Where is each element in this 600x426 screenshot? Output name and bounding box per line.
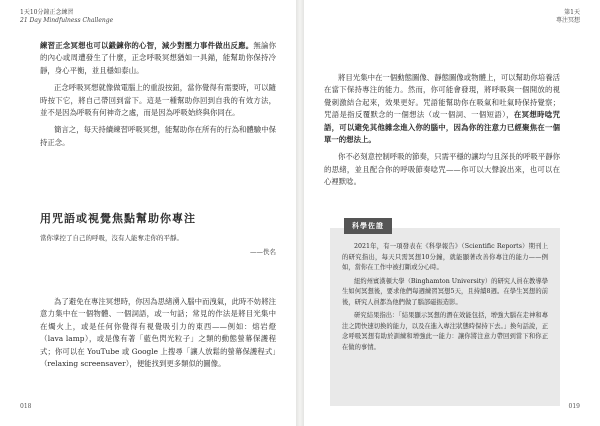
paragraph: 研究結果指出：「結果顯示冥想的潛在效能包括，增強大腦在走神和專注之間快速切換的能力，以及在進入專注狀態時保持下去。」換句話說，正念呼吸冥想有助於訓練和增強此一能力：讓你將注意力帶回到當下和你正在做的事情。 [342,312,548,351]
page-number-right: 019 [568,403,580,410]
paragraph: 2021年，有一項發表在《科學報告》（Scientific Reports）期刊上的研究指出，每天只需冥想10分鐘，就能顯著改善你專注的能力——例如，當你在工作中被打斷或分心時。 [342,243,548,271]
running-header-left [20,9,113,25]
page-number-left: 018 [20,403,32,410]
paragraph [324,72,560,146]
sentence: 將目光集中在一個動態圖像、靜態圖像或物體上，可以幫助你培養活在當下保持專注的能力。然而，你可能會發現，將呼吸與一個開放的視覺刺激結合起來，效果更好。咒語能幫助你在吸氣和吐氣時保持覺察；咒語是指反覆默念的一個想法（或一個詞、一個短語）， [324,73,560,120]
running-header-right [556,9,580,25]
left-page [0,0,296,426]
paragraph: 紐約州賓漢頓大學（Binghamton University）的研究人員在教導學生如何冥想後，要求他們每週練習冥想5天，且持續8週。在學生冥想的前後，研究人員都為他們做了腦部磁振造影。 [342,277,548,306]
epigraph [40,233,276,257]
book-subtitle: 21 Day Mindfulness Challenge [20,17,114,24]
left-body-bottom [40,296,276,375]
left-body-top [40,40,276,154]
quote-attribution: ——佚名 [250,248,276,256]
sentence: 無論你的內心或周遭發生了什麼，正念呼吸冥想猶如一具錨，能幫助你保持冷靜，身心平衡，並且穩如泰山。 [40,41,276,75]
bold-sentence: 練習正念冥想也可以鍛鍊你的心智，減少對壓力事件做出反應。 [40,41,254,50]
sidebar-text [342,242,548,356]
paragraph: 簡言之，每天持續練習呼吸冥想，能幫助你在所有的行為和體驗中保持正念。 [40,125,276,147]
paragraph [40,40,276,77]
bold-sentence: 在冥想時唸咒語，可以避免其他雜念進入你的腦中，因為你的注意力已經聚焦在一個單一的想法上。 [324,110,560,145]
chapter-day: 第1天 [564,9,580,16]
paragraph: 為了避免在專注冥想時，你因為思緒湧入腦中而洩氣，此時不妨將注意力集中在一個物體、一個詞語，或一句話；常見的作法是將目光集中在燭火上，或是任何你覺得有視覺吸引力的東西——例如：熔岩燈（lava lamp），或是像有著「藍色閃光粒子」之類的動態螢幕保護程式；你可以在 YouTube 或 Google 上搜尋「讓人放鬆的螢幕保護程式」（relaxing screensaver），便能找到更多類似的圖像。 [40,297,276,369]
book-title: 1天10分鐘正念練習 [20,9,74,16]
sidebar-tab-label: 科學佐證 [344,218,392,234]
right-body [324,72,560,194]
science-sidebar [330,221,560,406]
quote-text: 當你掌控了自己的呼吸，沒有人能奪走你的平靜。 [40,234,183,242]
right-page [304,0,600,426]
paragraph: 你不必刻意控制呼吸的節奏，只需平穩的讓均勻且深長的呼吸平靜你的思緒，並且配合你的呼吸節奏唸咒——你可以大聲說出來，也可以在心裡默唸。 [324,152,560,187]
section-heading: 用咒語或視覺焦點幫助你專注 [40,212,196,225]
book-gutter [296,0,304,426]
chapter-topic: 專注冥想 [555,17,580,24]
paragraph: 正念呼吸冥想就像做電腦上的重設按鈕，當你覺得有需要時，可以隨時按下它，將自己帶回到當下。這是一種幫助你回到自我的有效方法，並不是因為呼吸有何神奇之處，而是因為呼吸始終與你同在。 [40,83,276,118]
